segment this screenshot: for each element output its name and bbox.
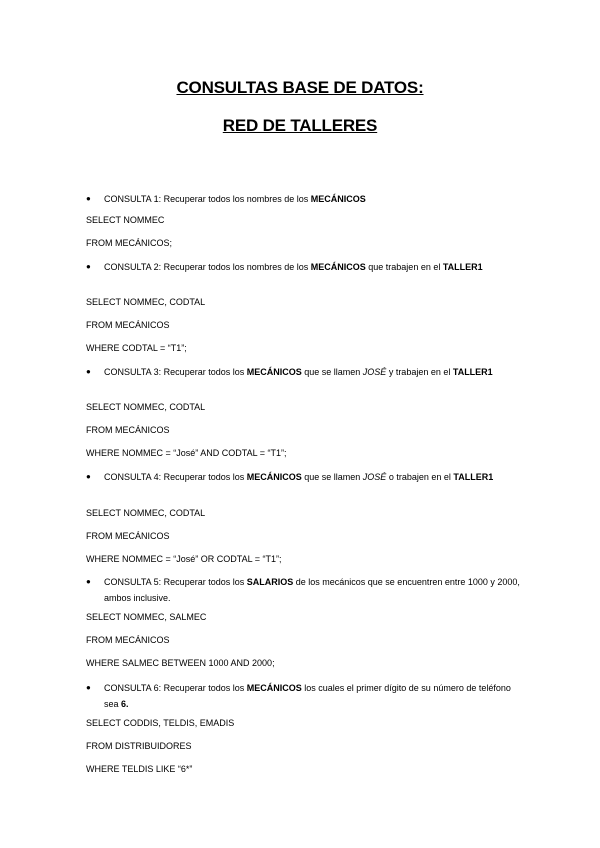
emphasis-text: MECÁNICOS (310, 194, 366, 204)
emphasis-text: MECÁNICOS (246, 367, 302, 377)
bullet-icon: ● (86, 577, 91, 586)
emphasis-text: MECÁNICOS (246, 683, 302, 693)
description-text: que trabajen en el (365, 262, 443, 272)
sql-line: SELECT NOMMEC (86, 215, 165, 225)
sql-line: FROM MECÁNICOS (86, 320, 170, 330)
description-text: y trabajen en el (386, 367, 453, 377)
emphasis-text: TALLER1 (452, 367, 493, 377)
query-description (86, 364, 524, 380)
emphasis-text: MECÁNICOS (246, 472, 302, 482)
description-text: CONSULTA 4: Recuperar todos los (104, 472, 247, 482)
bullet-icon: ● (86, 367, 91, 376)
bullet-icon: ● (86, 194, 91, 203)
bullet-icon: ● (86, 262, 91, 271)
query-description (86, 259, 524, 275)
sql-line: FROM MECÁNICOS; (86, 238, 173, 248)
sql-line: SELECT NOMMEC, CODTAL (86, 402, 206, 412)
italic-text: JOSÉ (362, 367, 387, 377)
sql-line: FROM MECÁNICOS (86, 425, 170, 435)
sql-line: WHERE SALMEC BETWEEN 1000 AND 2000; (86, 658, 275, 668)
query-description (86, 574, 524, 606)
italic-text: JOSÉ (362, 472, 387, 482)
emphasis-text: TALLER1 (453, 472, 494, 482)
sql-line: FROM MECÁNICOS (86, 635, 170, 645)
description-text: de los mecánicos que se encuentren entre 1000 y 2000, ambos inclusive. (104, 577, 520, 603)
emphasis-text: 6. (121, 699, 129, 709)
emphasis-text: SALARIOS (246, 577, 294, 587)
query-description (86, 680, 524, 712)
bullet-icon: ● (86, 472, 91, 481)
query-description (86, 191, 524, 207)
emphasis-text: TALLER1 (442, 262, 483, 272)
sql-line: FROM MECÁNICOS (86, 531, 170, 541)
description-text: CONSULTA 5: Recuperar todos los (104, 577, 247, 587)
description-text: CONSULTA 2: Recuperar todos los nombres de los (104, 262, 311, 272)
description-text: que se llamen (301, 367, 363, 377)
sql-line: SELECT NOMMEC, CODTAL (86, 508, 206, 518)
description-text: los cuales el primer dígito de su número de teléfono sea (104, 683, 511, 709)
sql-line: FROM DISTRIBUIDORES (86, 741, 192, 751)
sql-line: SELECT NOMMEC, SALMEC (86, 612, 207, 622)
description-text: CONSULTA 6: Recuperar todos los (104, 683, 247, 693)
description-text: CONSULTA 1: Recuperar todos los nombres de los (104, 194, 311, 204)
query-description (86, 469, 524, 485)
document-subtitle: RED DE TALLERES (222, 116, 378, 135)
description-text: o trabajen en el (386, 472, 454, 482)
description-text: que se llamen (301, 472, 363, 482)
sql-line: SELECT CODDIS, TELDIS, EMADIS (86, 718, 235, 728)
emphasis-text: MECÁNICOS (310, 262, 366, 272)
sql-line: WHERE CODTAL = “T1”; (86, 343, 187, 353)
sql-line: WHERE NOMMEC = “José” OR CODTAL = “T1”; (86, 554, 282, 564)
sql-line: WHERE NOMMEC = “José” AND CODTAL = “T1”; (86, 448, 287, 458)
description-text: CONSULTA 3: Recuperar todos los (104, 367, 247, 377)
bullet-icon: ● (86, 683, 91, 692)
sql-line: SELECT NOMMEC, CODTAL (86, 297, 206, 307)
document-title: CONSULTAS BASE DE DATOS: (176, 78, 424, 97)
sql-line: WHERE TELDIS LIKE “6*” (86, 764, 193, 774)
